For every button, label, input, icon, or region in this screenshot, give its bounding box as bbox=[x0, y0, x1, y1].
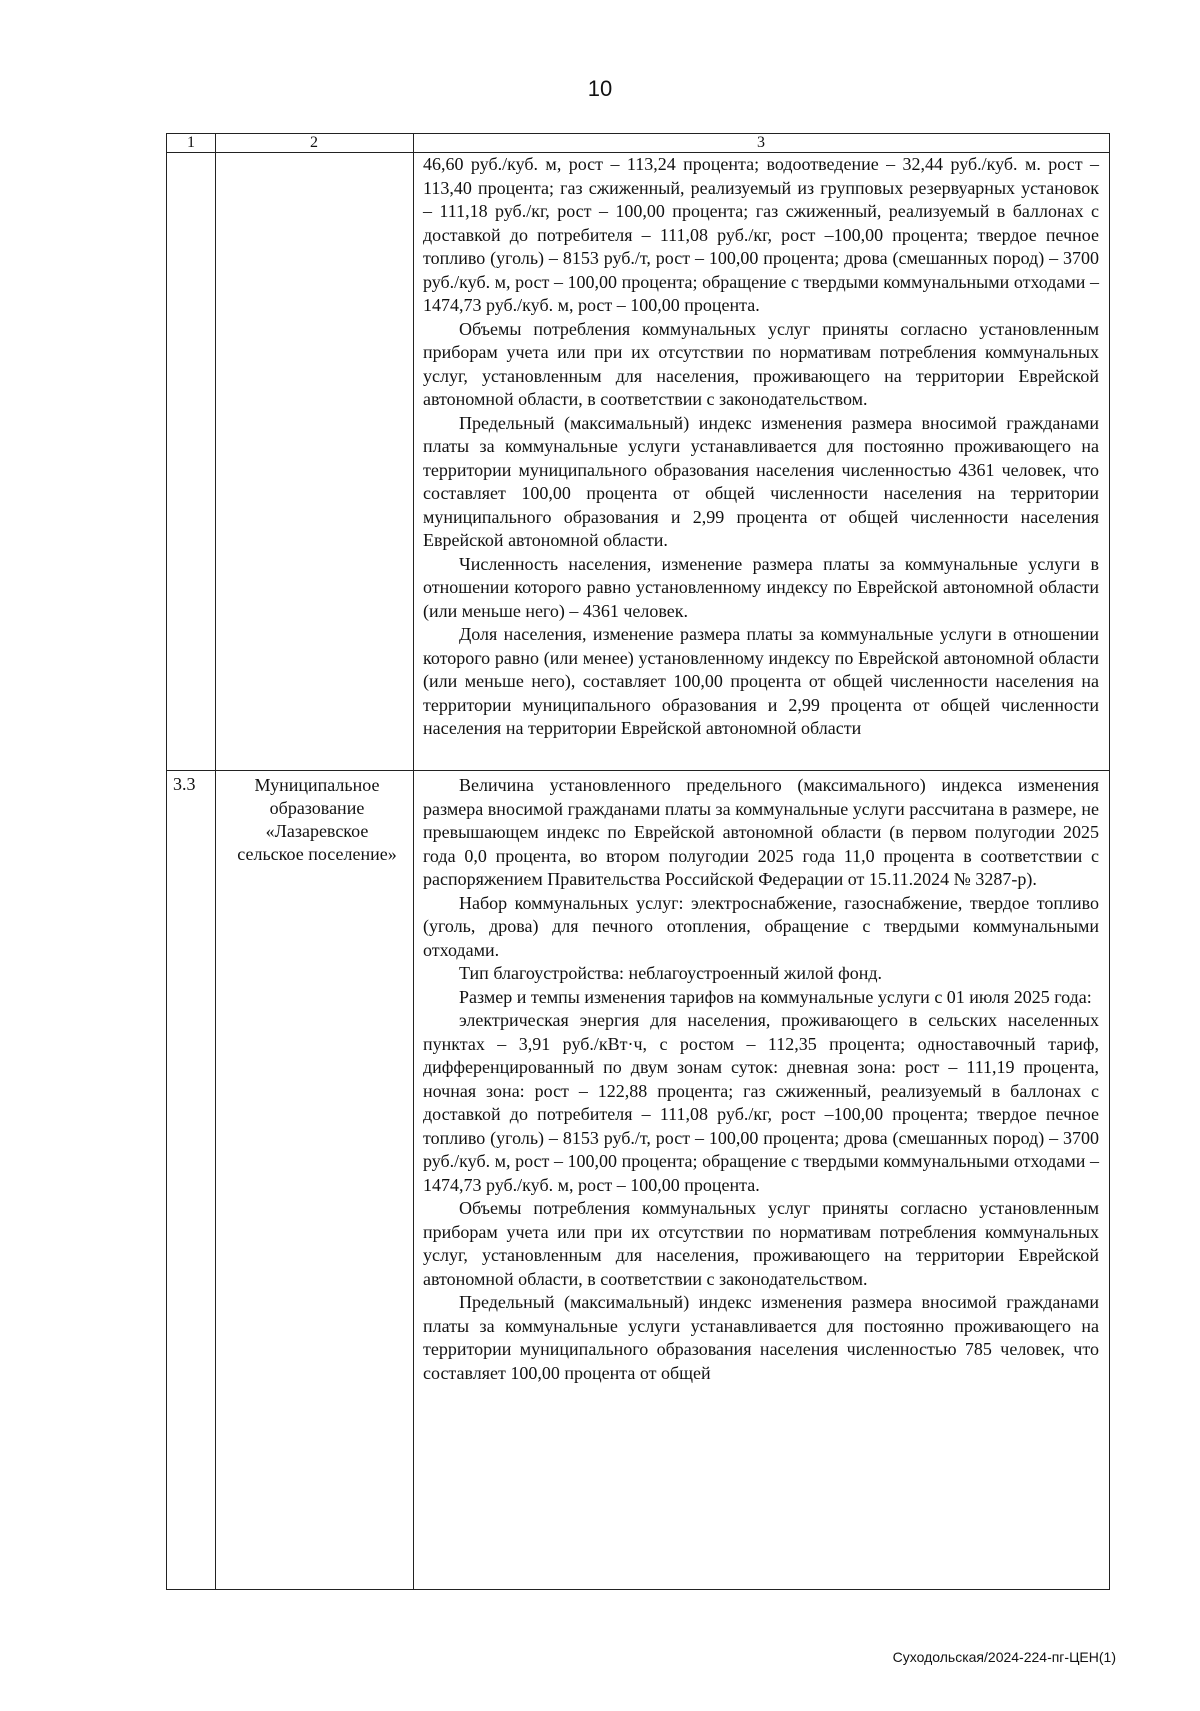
header-col-3: 3 bbox=[757, 134, 765, 151]
paragraph: Численность населения, изменение размера платы за коммунальные услуги в отношении которого равно установленному индексу по Еврейской автономной области (или меньше него) – 4361 человек. bbox=[423, 553, 1099, 621]
paragraph: Предельный (максимальный) индекс изменения размера вносимой гражданами платы за коммунальные услуги устанавливается для постоянно проживающего на территории муниципального образования населения численностью 4361 человек, что составляет 100,00 процента от общей численности населения на территории муниципального образования и 2,99 процента от общей численности населения Еврейской автономной области. bbox=[423, 412, 1099, 550]
paragraph: Доля населения, изменение размера платы за коммунальные услуги в отношении которого равно (или менее) установленному индексу по Еврейской автономной области (или меньше него), составляет 100,00 процента от общей численности населения на территории муниципального образования и 2,99 процента от общей численности населения на территории Еврейской автономной области bbox=[423, 624, 1099, 738]
paragraph: электрическая энергия для населения, проживающего в сельских населенных пунктах – 3,91 руб./кВт·ч, с ростом – 112,35 процента; одноставочный тариф, дифференцированный по двум зонам суток: дневная зона: рост – 111,19 процента, ночная зона: рост – 122,88 процента; газ сжиженный, реализуемый в баллонах с доставкой до потребителя – 111,08 руб./кг, рост –100,00 процента; твердое печное топливо (уголь) – 8153 руб./т, рост – 100,00 процента; дрова (смешанных пород) – 3700 руб./куб. м, рост – 100,00 процента; обращение с твердыми коммунальными отходами – 1474,73 руб./куб. м, рост – 100,00 процента. bbox=[423, 1010, 1099, 1195]
paragraph: Объемы потребления коммунальных услуг приняты согласно установленным приборам учета или при их отсутствии по нормативам потребления коммунальных услуг, установленным для населения, проживающего на территории Еврейской автономной области, в соответствии с законодательством. bbox=[423, 318, 1099, 409]
continued-text-cell bbox=[423, 153, 1099, 741]
paragraph: Предельный (максимальный) индекс изменения размера вносимой гражданами платы за коммунальные услуги устанавливается для постоянно проживающего на территории муниципального образования населения численностью 785 человек, что составляет 100,00 процента от общей bbox=[423, 1292, 1099, 1383]
row-3-3-text-cell bbox=[423, 774, 1099, 1385]
column-divider-2 bbox=[413, 134, 414, 1589]
row-divider bbox=[167, 770, 1109, 771]
paragraph: Объемы потребления коммунальных услуг приняты согласно установленным приборам учета или при их отсутствии по нормативам потребления коммунальных услуг, установленным для населения, проживающего на территории Еврейской автономной области, в соответствии с законодательством. bbox=[423, 1198, 1099, 1289]
header-col-2: 2 bbox=[310, 134, 318, 151]
document-table bbox=[166, 133, 1110, 1590]
header-col-1: 1 bbox=[187, 134, 195, 151]
document-code: Суходольская/2024-224-пг-ЦЕН(1) bbox=[892, 1649, 1116, 1665]
paragraph: Тип благоустройства: неблагоустроенный жилой фонд. bbox=[459, 963, 883, 983]
column-divider-1 bbox=[215, 134, 216, 1589]
row-number: 3.3 bbox=[173, 774, 196, 794]
municipality-name: Муниципальное образование «Лазаревское сельское поселение» bbox=[237, 775, 397, 864]
paragraph: Размер и темпы изменения тарифов на коммунальные услуги с 01 июля 2025 года: bbox=[459, 986, 1092, 1007]
page-number: 10 bbox=[587, 76, 613, 101]
paragraph: Величина установленного предельного (максимального) индекса изменения размера вносимой гражданами платы за коммунальные услуги рассчитана в размере, не превышающем индекс по Еврейской автономной области (в первом полугодии 2025 года 0,0 процента, во втором полугодии 2025 года 11,0 процента в соответствии с распоряжением Правительства Российской Федерации от 15.11.2024 № 3287-р). bbox=[423, 775, 1099, 889]
paragraph: 46,60 руб./куб. м, рост – 113,24 процента; водоотведение – 32,44 руб./куб. м. рост – 113,40 процента; газ сжиженный, реализуемый из групповых резервуарных установок – 111,18 руб./кг, рост – 100,00 процента; газ сжиженный, реализуемый в баллонах с доставкой до потребителя – 111,08 руб./кг, рост –100,00 процента; твердое печное топливо (уголь) – 8153 руб./т, рост – 100,00 процента; дрова (смешанных пород) – 3700 руб./куб. м, рост – 100,00 процента; обращение с твердыми коммунальными отходами – 1474,73 руб./куб. м, рост – 100,00 процента. bbox=[423, 154, 1099, 315]
paragraph: Набор коммунальных услуг: электроснабжение, газоснабжение, твердое топливо (уголь, дрова) для печного отопления, обращение с твердыми коммунальными отходами. bbox=[423, 892, 1099, 960]
